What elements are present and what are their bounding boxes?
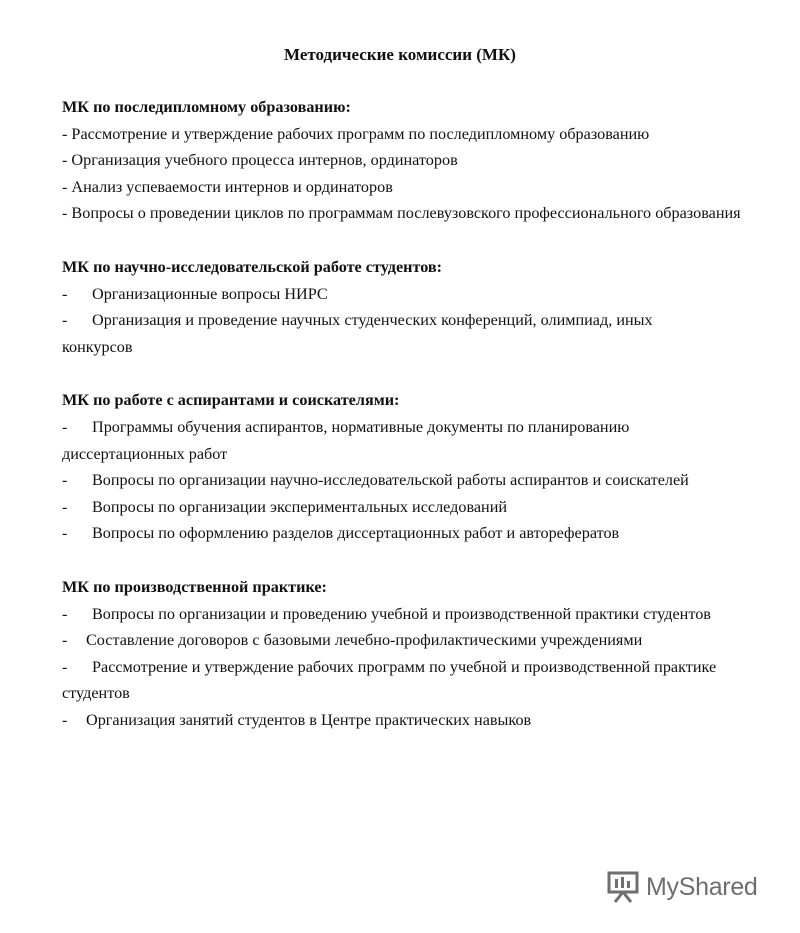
list-item: - Рассмотрение и утверждение рабочих программ по последипломному образованию xyxy=(62,124,650,143)
list-item xyxy=(62,627,762,654)
list-item xyxy=(62,414,732,467)
watermark-text: MyShared xyxy=(646,872,758,901)
list-item-text: Вопросы по оформлению разделов диссертационных работ и авторефератов xyxy=(92,524,620,543)
list-item-text: Организационные вопросы НИРС xyxy=(92,284,328,303)
list-item-text: Рассмотрение и утверждение рабочих программ по учебной и производственной практике студентов xyxy=(62,657,717,703)
list-item-text: Вопросы по организации и проведению учебной и производственной практики студентов xyxy=(92,604,711,623)
list-item-text: Вопросы по организации научно-исследовательской работы аспирантов и соискателей xyxy=(92,471,689,490)
dash-bullet: - xyxy=(62,284,68,303)
section-postgraduates-applicants xyxy=(62,387,762,547)
section-heading: МК по научно-исследовательской работе студентов: xyxy=(62,257,443,276)
list-item xyxy=(62,601,752,628)
list-item xyxy=(62,467,702,494)
watermark-logo xyxy=(606,868,758,906)
list-item-text: Организация и проведение научных студенческих конференций, олимпиад, иных конкурсов xyxy=(62,311,653,356)
page-title: Методические комиссии (МК) xyxy=(284,45,516,64)
dash-bullet: - xyxy=(62,417,68,436)
section-postgraduate xyxy=(62,94,762,227)
list-item-text: Программы обучения аспирантов, нормативные документы по планированию диссертационных работ xyxy=(62,417,630,463)
dash-bullet: - xyxy=(62,524,68,543)
list-item-text: Вопросы по организации экспериментальных исследований xyxy=(92,497,508,516)
list-item xyxy=(62,494,762,521)
list-item: - Анализ успеваемости интернов и ординаторов xyxy=(62,177,393,196)
list-item-text: Организация занятий студентов в Центре практических навыков xyxy=(86,710,532,729)
presentation-board-icon xyxy=(606,870,640,904)
list-item xyxy=(62,307,717,360)
dash-bullet: - xyxy=(62,311,68,330)
section-heading: МК по производственной практике: xyxy=(62,577,327,596)
dash-bullet: - xyxy=(62,497,68,516)
dash-bullet: - xyxy=(62,604,68,623)
section-heading: МК по последипломному образованию: xyxy=(62,98,351,116)
list-item xyxy=(62,654,752,707)
dash-bullet: - xyxy=(62,710,68,729)
section-practical-training xyxy=(62,574,762,734)
list-item: - Организация учебного процесса интернов, ординаторов xyxy=(62,151,458,170)
dash-bullet: - xyxy=(62,631,68,650)
list-item xyxy=(62,281,762,308)
section-heading: МК по работе с аспирантами и соискателями: xyxy=(62,391,400,410)
list-item xyxy=(62,707,762,734)
dash-bullet: - xyxy=(62,471,68,490)
list-item xyxy=(62,520,762,547)
list-item-text: Составление договоров с базовыми лечебно-профилактическими учреждениями xyxy=(86,631,643,650)
dash-bullet: - xyxy=(62,657,68,676)
section-student-research xyxy=(62,254,762,360)
list-item: - Вопросы о проведении циклов по программам послевузовского профессионального образования xyxy=(62,204,741,223)
document-body xyxy=(62,94,762,760)
